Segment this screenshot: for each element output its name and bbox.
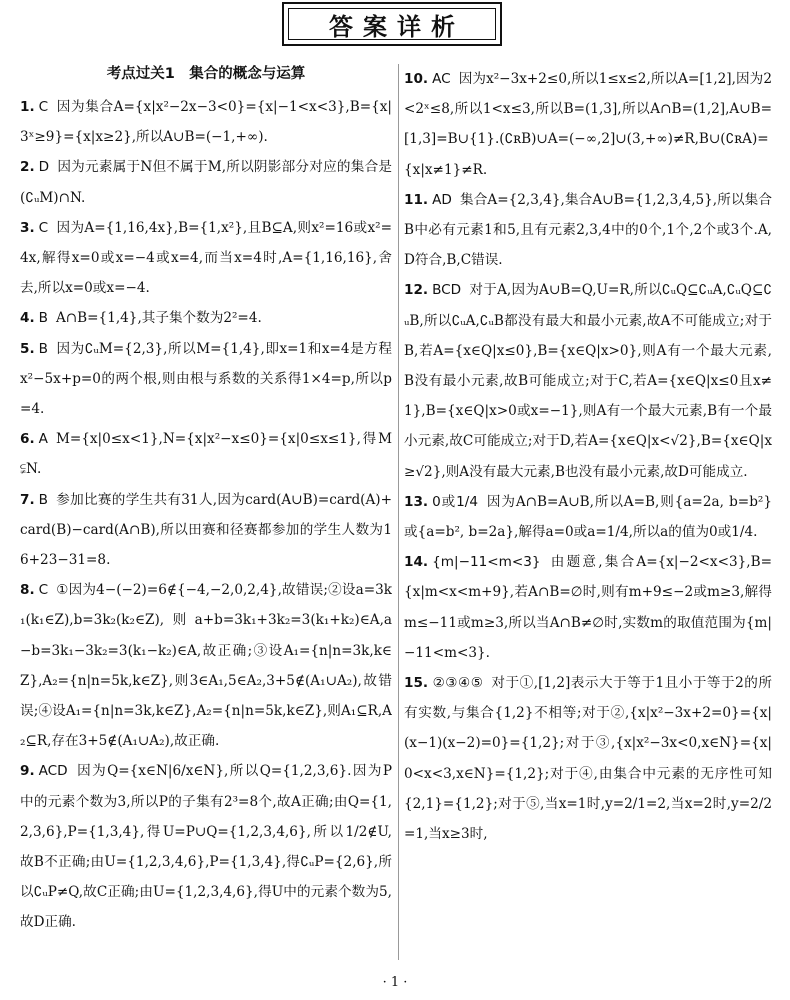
answer-key: C <box>38 219 49 236</box>
answer-key: ACD <box>38 763 68 780</box>
answer-key: C <box>38 582 49 599</box>
answer-key: B <box>38 340 48 357</box>
answer-item <box>20 334 392 425</box>
answer-explanation: 因为集合A={x|x²−2x−3<0}={x|−1<x<3},B={x|3ˣ≥9}={x|x≥2},所以A∪B=(−1,+∞). <box>20 99 392 146</box>
answer-explanation: 对于①,[1,2]表示大于等于1且小于等于2的所有实数,与集合{1,2}不相等;对于②,{x|x²−3x+2=0}={x|(x−1)(x−2)=0}={1,2};对于③,{x|x²−3x<0,x∈N}={x|0<x<3,x∈N}={1,2};对于④,由集合中元素的无序性可知{2,1}={1,2};对于⑤,当x=1时,y=2/1=2,当x=2时,y=2/2=1,当x≥3时, <box>404 675 772 843</box>
section-title: 考点过关1 集合的概念与运算 <box>106 66 306 82</box>
answer-number: 2. <box>20 159 35 176</box>
answer-item <box>404 64 772 185</box>
left-column <box>20 64 392 960</box>
answer-number: 15. <box>404 675 429 692</box>
answer-explanation: 参加比赛的学生共有31人,因为card(A∪B)=card(A)+card(B)−card(A∩B),所以田赛和径赛都参加的学生人数为16+23−31=8. <box>20 491 392 569</box>
answer-number: 6. <box>20 431 35 448</box>
answer-explanation: 因为Q={x∈N|6/x∈N},所以Q={1,2,3,6}.因为P中的元素个数为3,所以P的子集有2³=8个,故A正确;由Q={1,2,3,6},P={1,3,4},得U=P∪Q={1,2,3,4,6},所以1/2∉U,故B不正确;由U={1,2,3,4,6},P={1,3,4},得∁ᵤP={2,6},所以∁ᵤP≠Q,故C正确;由U={1,2,3,4,6},得U中的元素个数为5,故D正确. <box>20 763 392 931</box>
answer-number: 11. <box>404 191 429 208</box>
answer-explanation: 因为x²−3x+2≤0,所以1≤x≤2,所以A=[1,2],因为2<2ˣ≤8,所以1<x≤3,所以B=(1,3],所以A∩B=(1,2],A∪B=[1,3]=B∪{1}.(∁ʀB)∪A=(−∞,2]∪(3,+∞)≠R,B∪(∁ʀA)={x|x≠1}≠R. <box>404 71 772 178</box>
answer-item <box>404 275 772 486</box>
answer-explanation: 因为元素属于N但不属于M,所以阴影部分对应的集合是(∁ᵤM)∩N. <box>20 159 392 206</box>
right-column <box>404 64 772 960</box>
answer-number: 8. <box>20 582 35 599</box>
header-banner <box>282 2 502 46</box>
answer-item <box>20 756 392 937</box>
answer-item <box>20 303 392 333</box>
answer-item <box>20 213 392 304</box>
answer-item <box>20 485 392 576</box>
answer-item <box>404 668 772 849</box>
answer-key: A <box>38 431 48 448</box>
answer-key: {m|−11<m<3} <box>432 554 541 571</box>
answer-number: 4. <box>20 310 35 327</box>
answer-item <box>20 424 392 484</box>
answer-key: AC <box>432 71 451 87</box>
answer-explanation: M={x|0≤x<1},N={x|x²−x≤0}={x|0≤x≤1},得M⫋N. <box>20 431 392 478</box>
answer-number: 10. <box>404 71 429 87</box>
answer-key: D <box>38 159 50 176</box>
answer-list-left <box>20 92 392 938</box>
answer-item <box>404 487 772 547</box>
page-title: 答案详析 <box>329 12 465 41</box>
answer-number: 13. <box>404 493 429 510</box>
answer-item <box>20 152 392 212</box>
answer-item <box>20 92 392 152</box>
answer-number: 1. <box>20 99 35 115</box>
answer-item <box>20 575 392 756</box>
answer-number: 5. <box>20 340 35 357</box>
answer-key: BCD <box>432 282 462 299</box>
answer-explanation: 因为∁ᵤM={2,3},所以M={1,4},即x=1和x=4是方程x²−5x+p=0的两个根,则由根与系数的关系得1×4=p,所以p=4. <box>20 340 392 418</box>
answer-explanation: 集合A={2,3,4},集合A∪B={1,2,3,4,5},所以集合B中必有元素1和5,且有元素2,3,4中的0个,1个,2个或3个.A,D符合,B,C错误. <box>404 191 772 269</box>
answer-number: 14. <box>404 554 429 571</box>
answer-explanation: 对于A,因为A∪B=Q,U=R,所以∁ᵤQ⊆∁ᵤA,∁ᵤQ⊆∁ᵤB,所以∁ᵤA,∁ᵤB都没有最大和最小元素,故A不可能成立;对于B,若A={x∈Q|x≤0},B={x∈Q|x>0},则A有一个最大元素,B没有最小元素,故B可能成立;对于C,若A={x∈Q|x≤0且x≠1},B={x∈Q|x>0或x=−1},则A有一个最大元素,B有一个最小元素,故C可能成立;对于D,若A={x∈Q|x<√2},B={x∈Q|x≥√2},则A没有最大元素,B也没有最小元素,故D可能成立. <box>404 282 772 480</box>
answer-explanation: ①因为4−(−2)=6∉{−4,−2,0,2,4},故错误;②设a=3k₁(k₁∈Z),b=3k₂(k₂∈Z),则a+b=3k₁+3k₂=3(k₁+k₂)∈A,a−b=3k₁−3k₂=3(k₁−k₂)∈A,故正确;③设A₁={n|n=3k,k∈Z},A₂={n|n=5k,k∈Z},则3∈A₁,5∈A₂,3+5∉(A₁∪A₂),故错误;④设A₁={n|n=3k,k∈Z},A₂={n|n=5k,k∈Z},则A₁⊆R,A₂⊆R,存在3+5∉(A₁∪A₂),故正确. <box>20 582 392 750</box>
answer-key: B <box>38 310 48 327</box>
column-divider <box>398 64 399 960</box>
answer-explanation: 因为A∩B=A∪B,所以A=B,则{a=2a, b=b²}或{a=b², b=2a},解得a=0或a=1/4,所以a的值为0或1/4. <box>404 493 772 541</box>
answer-key: ②③④⑤ <box>432 675 484 692</box>
answer-explanation: 由题意,集合A={x|−2<x<3},B={x|m<x<m+9},若A∩B=∅时,则有m+9≤−2或m≥3,解得m≤−11或m≥3,所以当A∩B≠∅时,实数m的取值范围为{m|−11<m<3}. <box>404 554 772 661</box>
answer-list-right <box>404 64 772 849</box>
answer-number: 7. <box>20 491 35 508</box>
answer-item <box>404 547 772 668</box>
answer-number: 3. <box>20 219 35 236</box>
answer-key: AD <box>432 191 452 208</box>
answer-key: B <box>38 491 48 508</box>
answer-explanation: 因为A={1,16,4x},B={1,x²},且B⊆A,则x²=16或x²=4x,解得x=0或x=−4或x=4,而当x=4时,A={1,16,16},舍去,所以x=0或x=−4. <box>20 219 392 297</box>
answer-key: 0或1/4 <box>432 493 478 510</box>
answer-item <box>404 185 772 276</box>
answer-number: 9. <box>20 763 35 780</box>
answer-key: C <box>38 99 49 115</box>
answer-explanation: A∩B={1,4},其子集个数为2²=4. <box>55 310 262 327</box>
answer-number: 12. <box>404 282 429 299</box>
page-number: · 1 · <box>382 975 408 990</box>
